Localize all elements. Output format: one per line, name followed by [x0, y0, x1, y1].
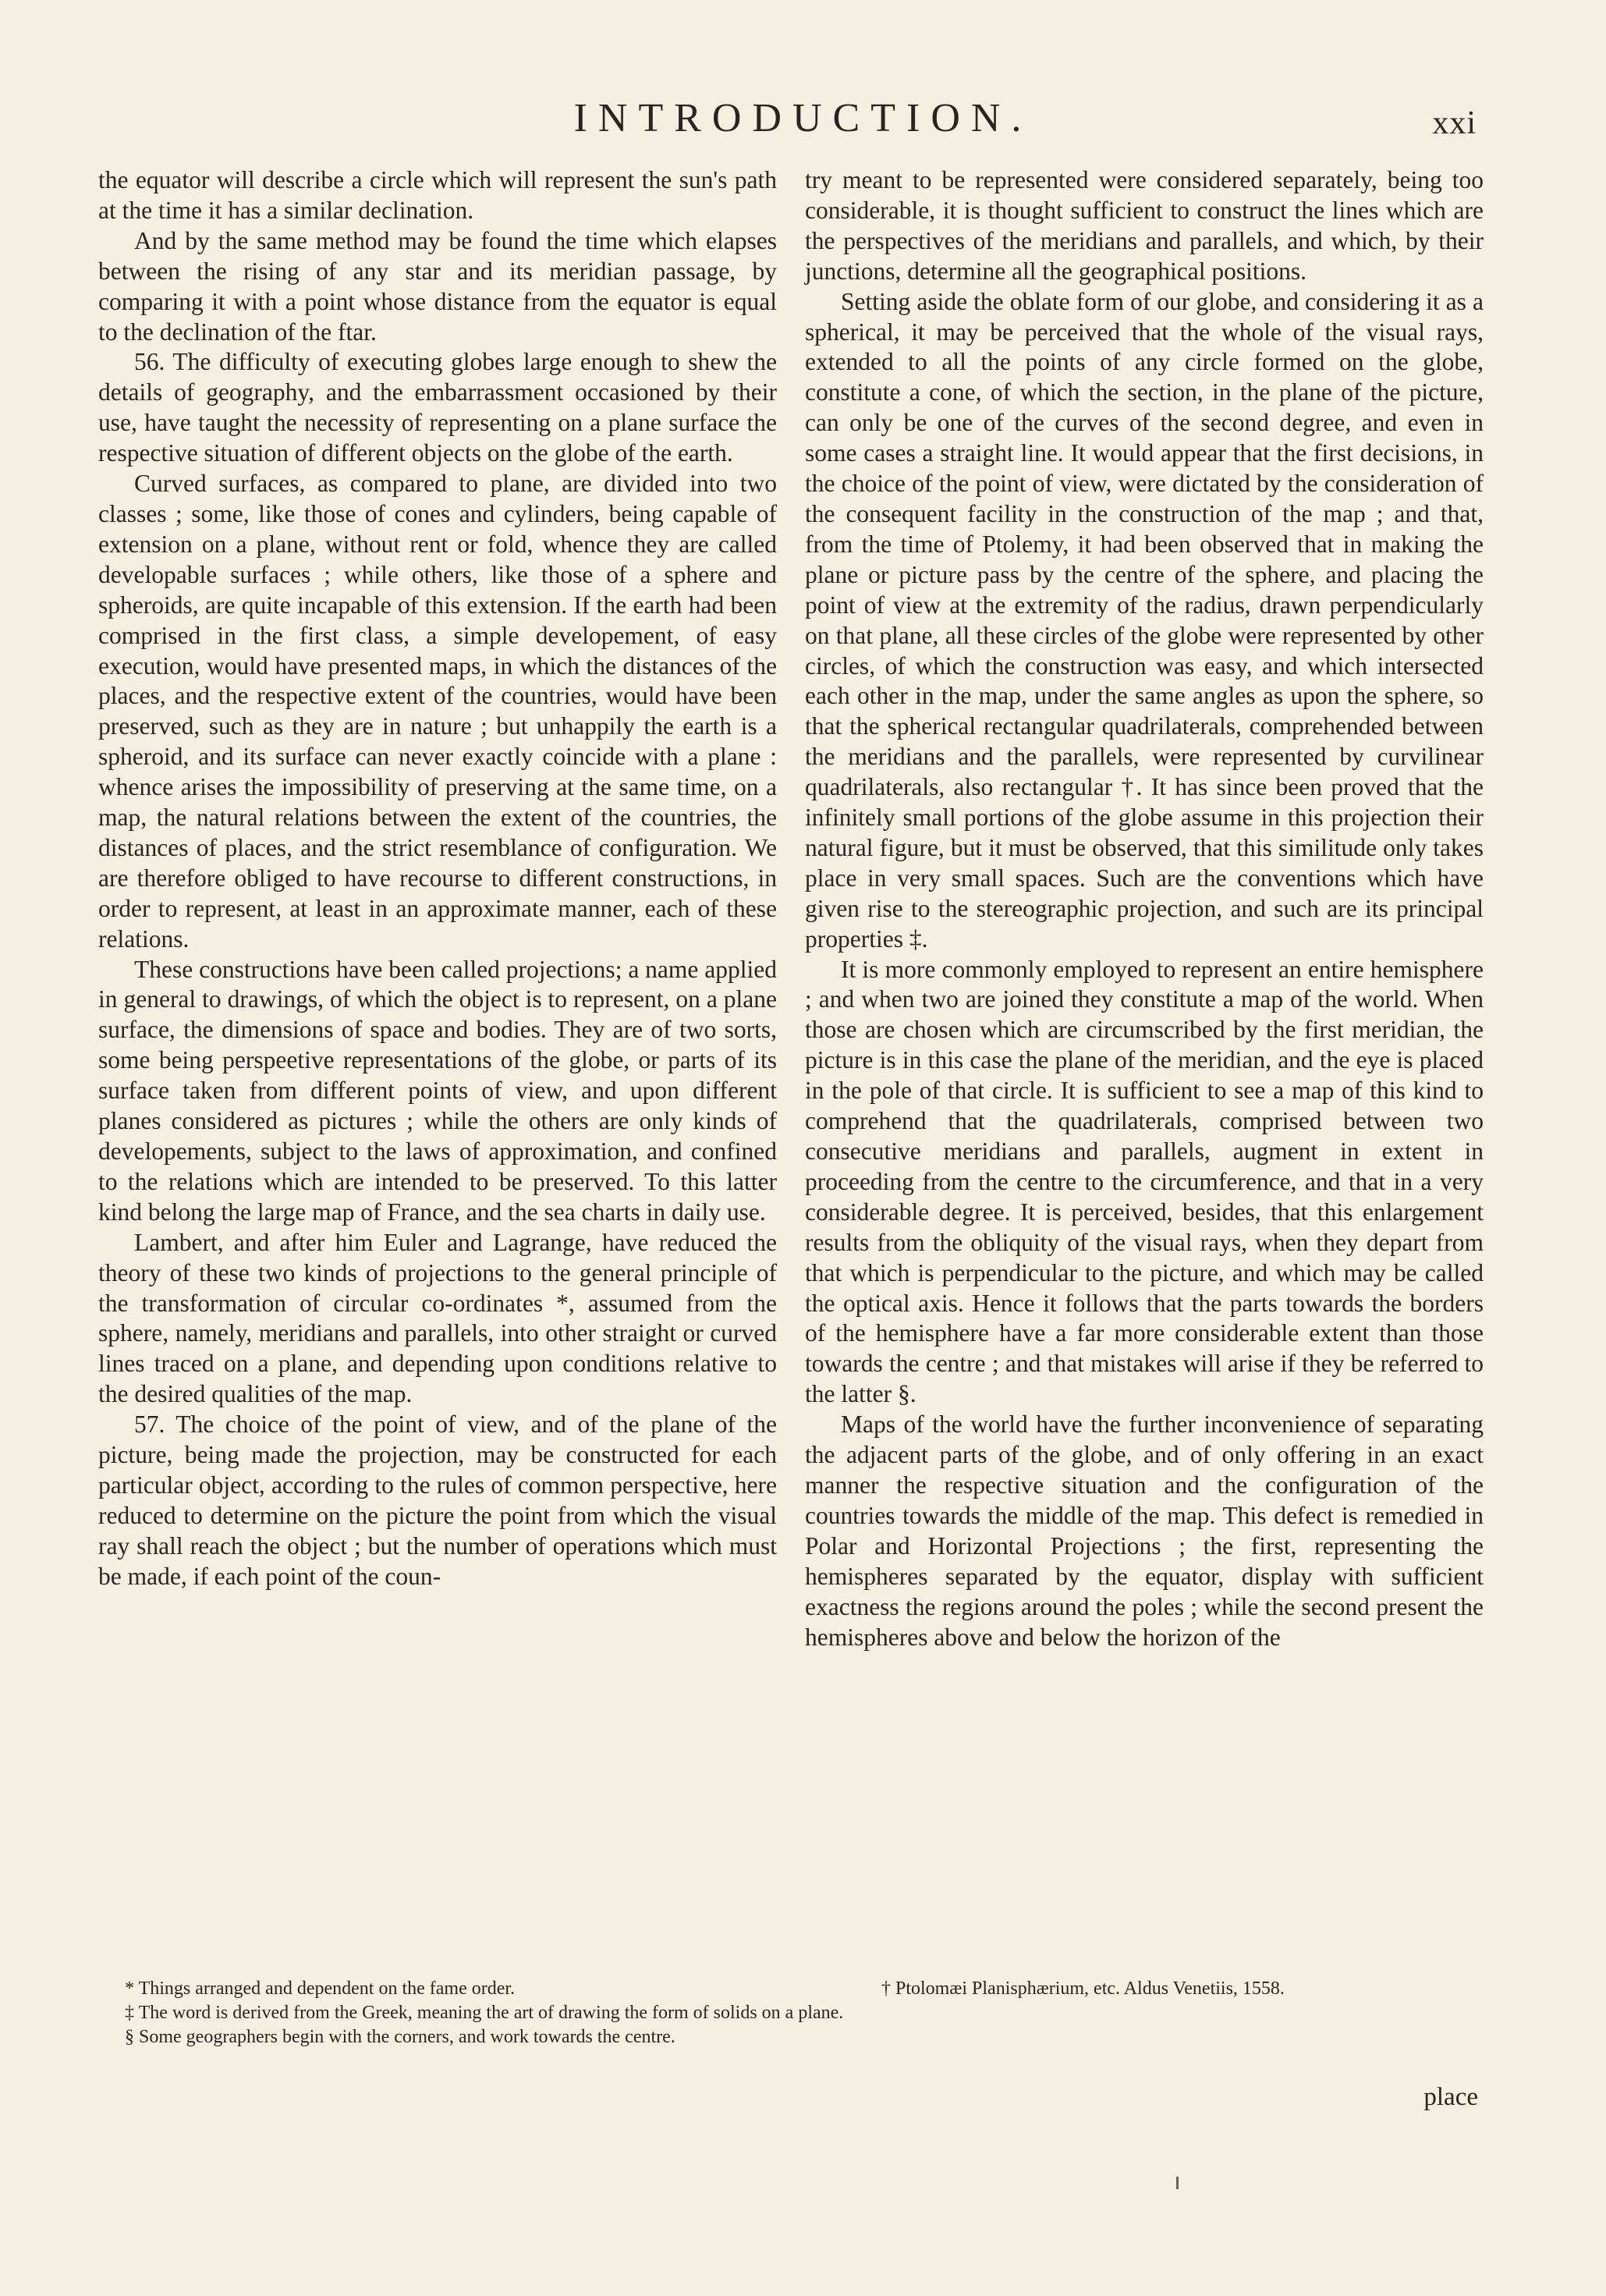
- footnote: † Ptolomæi Planisphærium, etc. Aldus Venetiis, 1558.: [881, 1978, 1285, 1999]
- footnote: ‡ The word is derived from the Greek, meaning the art of drawing the form of solids on a plane.: [125, 2003, 844, 2023]
- catchword: place: [1423, 2083, 1478, 2111]
- paragraph: It is more commonly employed to represent an entire hemisphere ; and when two are joined they constitute a map of the world. When those are chosen which are circumscribed by the first meridian, the picture is in this case the plane of the meridian, and the eye is placed in the pole of that circle. It is sufficient to see a map of this kind to comprehend that the quadrilaterals, comprised between two consecutive meridians and parallels, augment in extent in proceeding from the centre to the circumference, and that in a very considerable degree. It is perceived, besides, that this enlargement results from the obliquity of the visual rays, when they depart from that which is perpendicular to the picture, and which may be called the optical axis. Hence it follows that the parts towards the borders of the hemisphere have a far more considerable extent than those towards the centre ; and that mistakes will arise if they be referred to the latter §.: [805, 955, 1484, 1408]
- paragraph: Curved surfaces, as compared to plane, are divided into two classes ; some, like those of cones and cylinders, being capable of extension on a plane, without rent or fold, whence they are called developable surfaces ; while others, like those of a sphere and spheroids, are quite incapable of this extension. If the earth had been comprised in the first class, a simple developement, of easy execution, would have presented maps, in which the distances of the places, and the respective extent of the countries, would have been preserved, such as they are in nature ; but unhappily the earth is a spheroid, and its surface can never exactly coincide with a plane : whence arises the impossibility of preserving at the same time, on a map, the natural relations between the extent of the countries, the distances of places, and the strict resemblance of configuration. We are therefore obliged to have recourse to different constructions, in order to represent, at least in an approximate manner, each of these relations.: [98, 470, 777, 953]
- left-column: [98, 165, 777, 1592]
- paragraph: Maps of the world have the further inconvenience of separating the adjacent parts of the globe, and of only offering in an exact manner the respective situation and the configuration of the countries towards the middle of the map. This defect is remedied in Polar and Horizontal Projections ; the first, representing the hemispheres separated by the equator, display with sufficient exactness the regions around the poles ; while the second present the hemispheres above and below the horizon of the: [805, 1411, 1484, 1651]
- right-column: [805, 165, 1484, 1652]
- paragraph: try meant to be represented were considered separately, being too considerable, it is thought sufficient to construct the lines which are the perspectives of the meridians and parallels, and which, by their junctions, determine all the geographical positions.: [805, 166, 1484, 285]
- paragraph: Lambert, and after him Euler and Lagrange, have reduced the theory of these two kinds of projections to the general principle of the transformation of circular co-ordinates *, assumed from the sphere, namely, meridians and parallels, into other straight or curved lines traced on a plane, and depending upon conditions relative to the desired qualities of the map.: [98, 1228, 777, 1408]
- paragraph: And by the same method may be found the time which elapses between the rising of any star and its meridian passage, by comparing it with a point whose distance from the equator is equal to the declination of the ftar.: [98, 226, 777, 346]
- footnote: * Things arranged and dependent on the fame order.: [125, 1978, 516, 1999]
- paragraph: 56. The difficulty of executing globes large enough to shew the details of geography, and the embarrassment occasioned by their use, have taught the necessity of representing on a plane surface the respective situation of different objects on the globe of the earth.: [98, 348, 777, 467]
- ink-speck: [1176, 2177, 1179, 2189]
- footnote: § Some geographers begin with the corners, and work towards the centre.: [125, 2027, 675, 2047]
- paragraph: These constructions have been called projections; a name applied in general to drawings, of which the object is to represent, on a plane surface, the dimensions of space and bodies. They are of two sorts, some being perspeetive representations of the globe, or parts of its surface taken from different points of view, and upon different planes considered as pictures ; while the others are only kinds of developements, subject to the laws of approximation, and confined to the relations which are intended to be preserved. To this latter kind belong the large map of France, and the sea charts in daily use.: [98, 955, 777, 1226]
- footnotes: [125, 1977, 1482, 2049]
- paragraph: 57. The choice of the point of view, and of the plane of the picture, being made the projection, may be constructed for each particular object, according to the rules of common perspective, here reduced to determine on the picture the point from which the visual ray shall reach the object ; but the number of operations which must be made, if each point of the coun-: [98, 1411, 777, 1590]
- paragraph: the equator will describe a circle which will represent the sun's path at the time it has a similar declination.: [98, 166, 777, 224]
- running-title: INTRODUCTION.: [573, 96, 1033, 140]
- paragraph: Setting aside the oblate form of our globe, and considering it as a spherical, it may be perceived that the whole of the visual rays, extended to all the points of any circle formed on the globe, constitute a cone, of which the section, in the plane of the picture, can only be one of the curves of the second degree, and even in some cases a straight line. It would appear that the first decisions, in the choice of the point of view, were dictated by the consideration of the consequent facility in the construction of the map ; and that, from the time of Ptolemy, it had been observed that in making the plane or picture pass by the centre of the sphere, and placing the point of view at the extremity of the radius, drawn perpendicularly on that plane, all these circles of the globe were represented by other circles, of which the construction was easy, and which intersected each other in the map, under the same angles as upon the sphere, so that the spherical rectangular quadrilaterals, comprehended between the meridians and the parallels, were represented by curvilinear quadrilaterals, also rectangular †. It has since been proved that the infinitely small portions of the globe assume in this projection their natural figure, but it must be observed, that this similitude only takes place in very small spaces. Such are the conventions which have given rise to the stereographic projection, and such are its principal properties ‡.: [805, 287, 1484, 953]
- page-number: xxi: [1432, 105, 1477, 141]
